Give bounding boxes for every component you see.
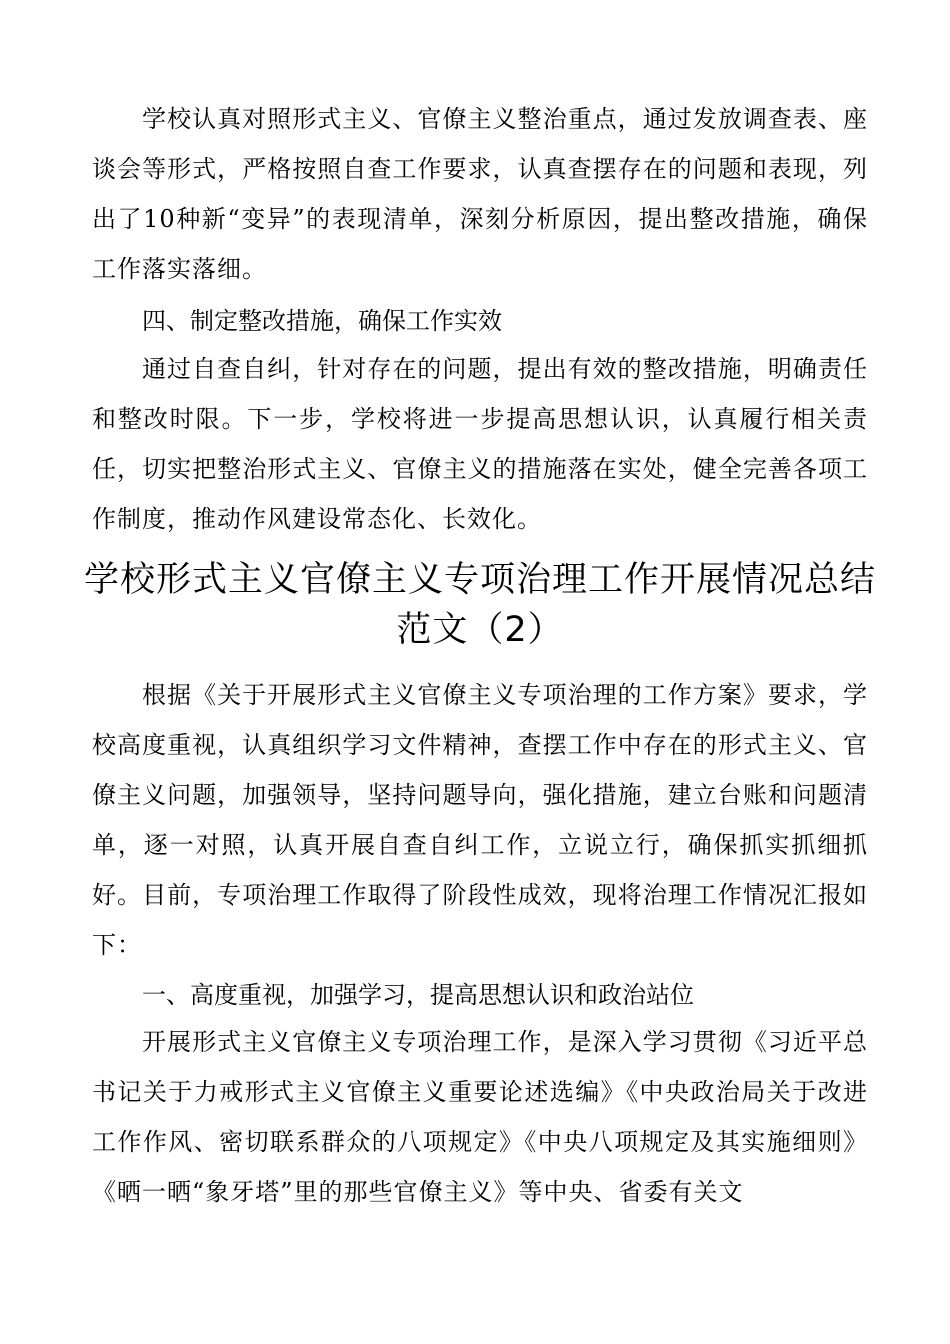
- paragraph-study: 开展形式主义官僚主义专项治理工作，是深入学习贯彻《习近平总书记关于力戒形式主义官僚主义重要论述选编》《中央政治局关于改进工作作风、密切联系群众的八项规定》《中央八项规定及其实施细则》《晒一晒“象牙塔”里的那些官僚主义》等中央、省委有关文: [92, 1028, 868, 1206]
- section-heading-one: 一、高度重视，加强学习，提高思想认识和政治站位: [142, 981, 694, 1009]
- paragraph-rectification: 通过自查自纠，针对存在的问题，提出有效的整改措施，明确责任和整改时限。下一步，学校将进一步提高思想认识，认真履行相关责任，切实把整治形式主义、官僚主义的措施落在实处，健全完善各项工作制度，推动作风建设常态化、长效化。: [92, 355, 868, 533]
- paragraph-intro: 根据《关于开展形式主义官僚主义专项治理的工作方案》要求，学校高度重视，认真组织学习文件精神，查摆工作中存在的形式主义、官僚主义问题，加强领导，坚持问题导向，强化措施，建立台账和问题清单，逐一对照，认真开展自查自纠工作，立说立行，确保抓实抓细抓好。目前，专项治理工作取得了阶段性成效，现将治理工作情况汇报如下：: [92, 681, 868, 959]
- document-title: 学校形式主义官僚主义专项治理工作开展情况总结范文（2）: [83, 560, 876, 650]
- paragraph-self-inspection: 学校认真对照形式主义、官僚主义整治重点，通过发放调查表、座谈会等形式，严格按照自查工作要求，认真查摆存在的问题和表现，列出了10种新“变异”的表现清单，深刻分析原因，提出整改措施，确保工作落实落细。: [92, 105, 868, 283]
- section-heading-four: 四、制定整改措施，确保工作实效: [142, 307, 502, 335]
